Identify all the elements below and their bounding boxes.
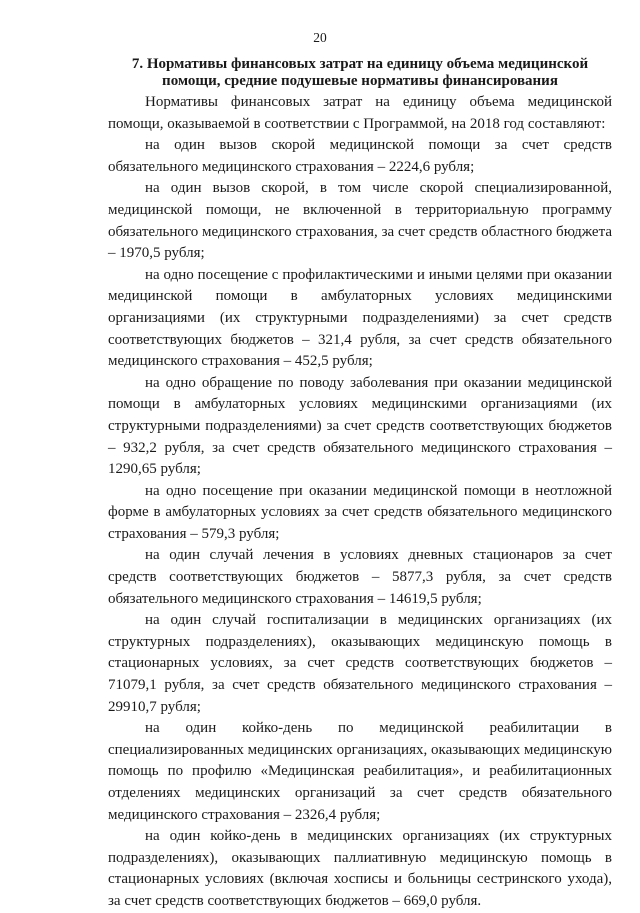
paragraph-preventive-visit: на одно посещение с профилактическими и иными целями при оказании медицинской помощи в амбулаторных условиях медицинскими организациями (их структурными подразделениями) за счет средств соответствующих бюджетов – 321,4 рубля, за счет средств обязательного медицинского страхования – 452,5 рубля; xyxy=(108,266,612,370)
paragraph-ambulance-oms: на один вызов скорой медицинской помощи за счет средств обязательного медицинского страхования – 2224,6 рубля; xyxy=(108,137,612,175)
paragraph-urgent-visit: на одно посещение при оказании медицинской помощи в неотложной форме в амбулаторных условиях за счет средств обязательного медицинского страхования – 579,3 рубля; xyxy=(108,482,612,542)
paragraph-day-hospital: на один случай лечения в условиях дневных стационаров за счет средств соответствующих бюджетов – 5877,3 рубля, за счет средств обязательного медицинского страхования – 14619,5 рубля; xyxy=(108,547,612,607)
paragraph-intro: Нормативы финансовых затрат на единицу объема медицинской помощи, оказываемой в соответствии с Программой, на 2018 год составляют: xyxy=(108,94,612,132)
page-number: 20 xyxy=(313,30,327,45)
paragraph-ambulance-budget: на один вызов скорой, в том числе скорой специализированной, медицинской помощи, не включенной в территориальную программу обязательного медицинского страхования, за счет средств областного бюджета – 1970,5 рубля; xyxy=(108,180,612,262)
paragraph-rehabilitation: на один койко-день по медицинской реабилитации в специализированных медицинских организациях, оказывающих медицинскую помощь по профилю «Медицинская реабилитация», и реабилитационных отделениях медицинских организаций за счет средств обязательного медицинского страхования – 2326,4 рубля; xyxy=(108,720,612,823)
section-heading xyxy=(108,56,612,90)
paragraph-disease-appeal: на одно обращение по поводу заболевания при оказании медицинской помощи в амбулаторных условиях медицинскими организациями (их структурными подразделениями) за счет средств соответствующих бюджетов – 932,2 рубля, за счет средств обязательного медицинского страхования – 1290,65 рубля; xyxy=(108,374,612,478)
section-heading-line-2: помощи, средние подушевые нормативы финансирования xyxy=(162,73,558,89)
document-body xyxy=(108,56,612,913)
paragraph-palliative: на один койко-день в медицинских организациях (их структурных подразделениях), оказывающих паллиативную медицинскую помощь в стационарных условиях (включая хосписы и больницы сестринского ухода), за счет средств соответствующих бюджетов – 669,0 рубля. xyxy=(108,828,612,909)
section-heading-line-1: 7. Нормативы финансовых затрат на единицу объема медицинской xyxy=(131,56,589,72)
paragraph-hospitalization: на один случай госпитализации в медицинских организациях (их структурных подразделениях), оказывающих медицинскую помощь в стационарных условиях, за счет средств соответствующих бюджетов – 71079,1 рубля, за счет средств обязательного медицинского страхования – 29910,7 рубля; xyxy=(108,612,612,715)
